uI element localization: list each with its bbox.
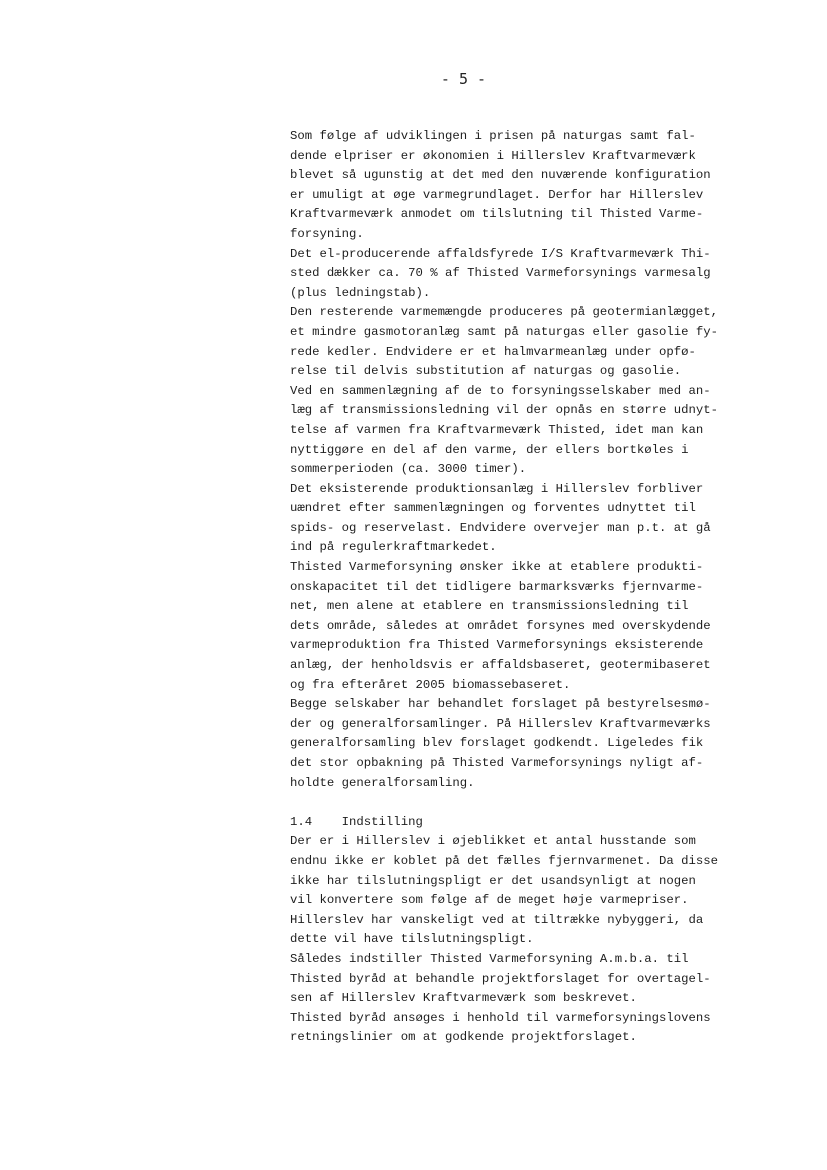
paragraph: Som følge af udviklingen i prisen på naturgas samt fal- dende elpriser er økonomien i Hillerslev Kraftvarmeværk blevet så ugunstig at det med den nuværende konfiguration er umuligt at øge varmegrundlaget. Derfor har Hillerslev Kraftvarmeværk anmodet om tilslutning til Thisted Varme- forsyning. (290, 129, 711, 241)
paragraph: Hillerslev har vanskeligt ved at tiltrække nybyggeri, da dette vil have tilslutningspligt. (290, 912, 704, 947)
section-spacer (290, 793, 745, 813)
paragraph: Ved en sammenlægning af de to forsyningsselskaber med an- læg af transmissionsledning vil der opnås en større udnyt- telse af varmen fra Kraftvarmeværk Thisted, idet man kan nyttiggøre en del af den varme, der ellers bortkøles i sommerperioden (ca. 3000 timer). (290, 383, 719, 477)
paragraph: Thisted byråd ansøges i henhold til varmeforsyningslovens retningslinier om at godkende projektforslaget. (290, 1010, 711, 1045)
paragraph: Der er i Hillerslev i øjeblikket et antal husstande som endnu ikke er koblet på det fælles fjernvarmenet. Da disse ikke har tilslutningspligt er det usandsynligt at nogen vil konvertere som følge af de meget høje varmepriser. (290, 834, 719, 908)
paragraph: Det eksisterende produktionsanlæg i Hillerslev forbliver uændret efter sammenlægningen og forventes udnyttet til spids- og reservelast. Endvidere overvejer man p.t. at gå ind på regulerkraftmarkedet. (290, 481, 711, 555)
paragraph: Thisted Varmeforsyning ønsker ikke at etablere produkti- onskapacitet til det tidligere barmarksværks fjernvarme- net, men alene at etablere en transmissionsledning til dets område, således at området forsynes med overskydende varmeproduktion fra Thisted Varmeforsynings eksisterende anlæg, der henholdsvis er affaldsbaseret, geotermibaseret og fra efteråret 2005 biomassebaseret. (290, 560, 711, 692)
document-body (290, 127, 745, 1048)
page-number: - 5 - (440, 70, 487, 88)
paragraph: Den resterende varmemængde produceres på geotermianlægget, et mindre gasmotoranlæg samt på naturgas eller gasolie fy- rede kedler. Endvidere er et halmvarmeanlæg under opfø- relse til delvis substitution af naturgas og gasolie. (290, 305, 719, 379)
paragraph: Således indstiller Thisted Varmeforsyning A.m.b.a. til Thisted byråd at behandle projektforslaget for overtagel- sen af Hillerslev Kraftvarmeværk som beskrevet. (290, 951, 711, 1006)
section-heading: 1.4 Indstilling (290, 814, 423, 829)
paragraph: Begge selskaber har behandlet forslaget på bestyrelsesmø- der og generalforsamlinger. På Hillerslev Kraftvarmeværks generalforsamling blev forslaget godkendt. Ligeledes fik det stor opbakning på Thisted Varmeforsynings nyligt af- holdte generalforsamling. (290, 697, 711, 790)
paragraph: Det el-producerende affaldsfyrede I/S Kraftvarmeværk Thi- sted dækker ca. 70 % af Thisted Varmeforsynings varmesalg (plus ledningstab). (290, 246, 711, 300)
